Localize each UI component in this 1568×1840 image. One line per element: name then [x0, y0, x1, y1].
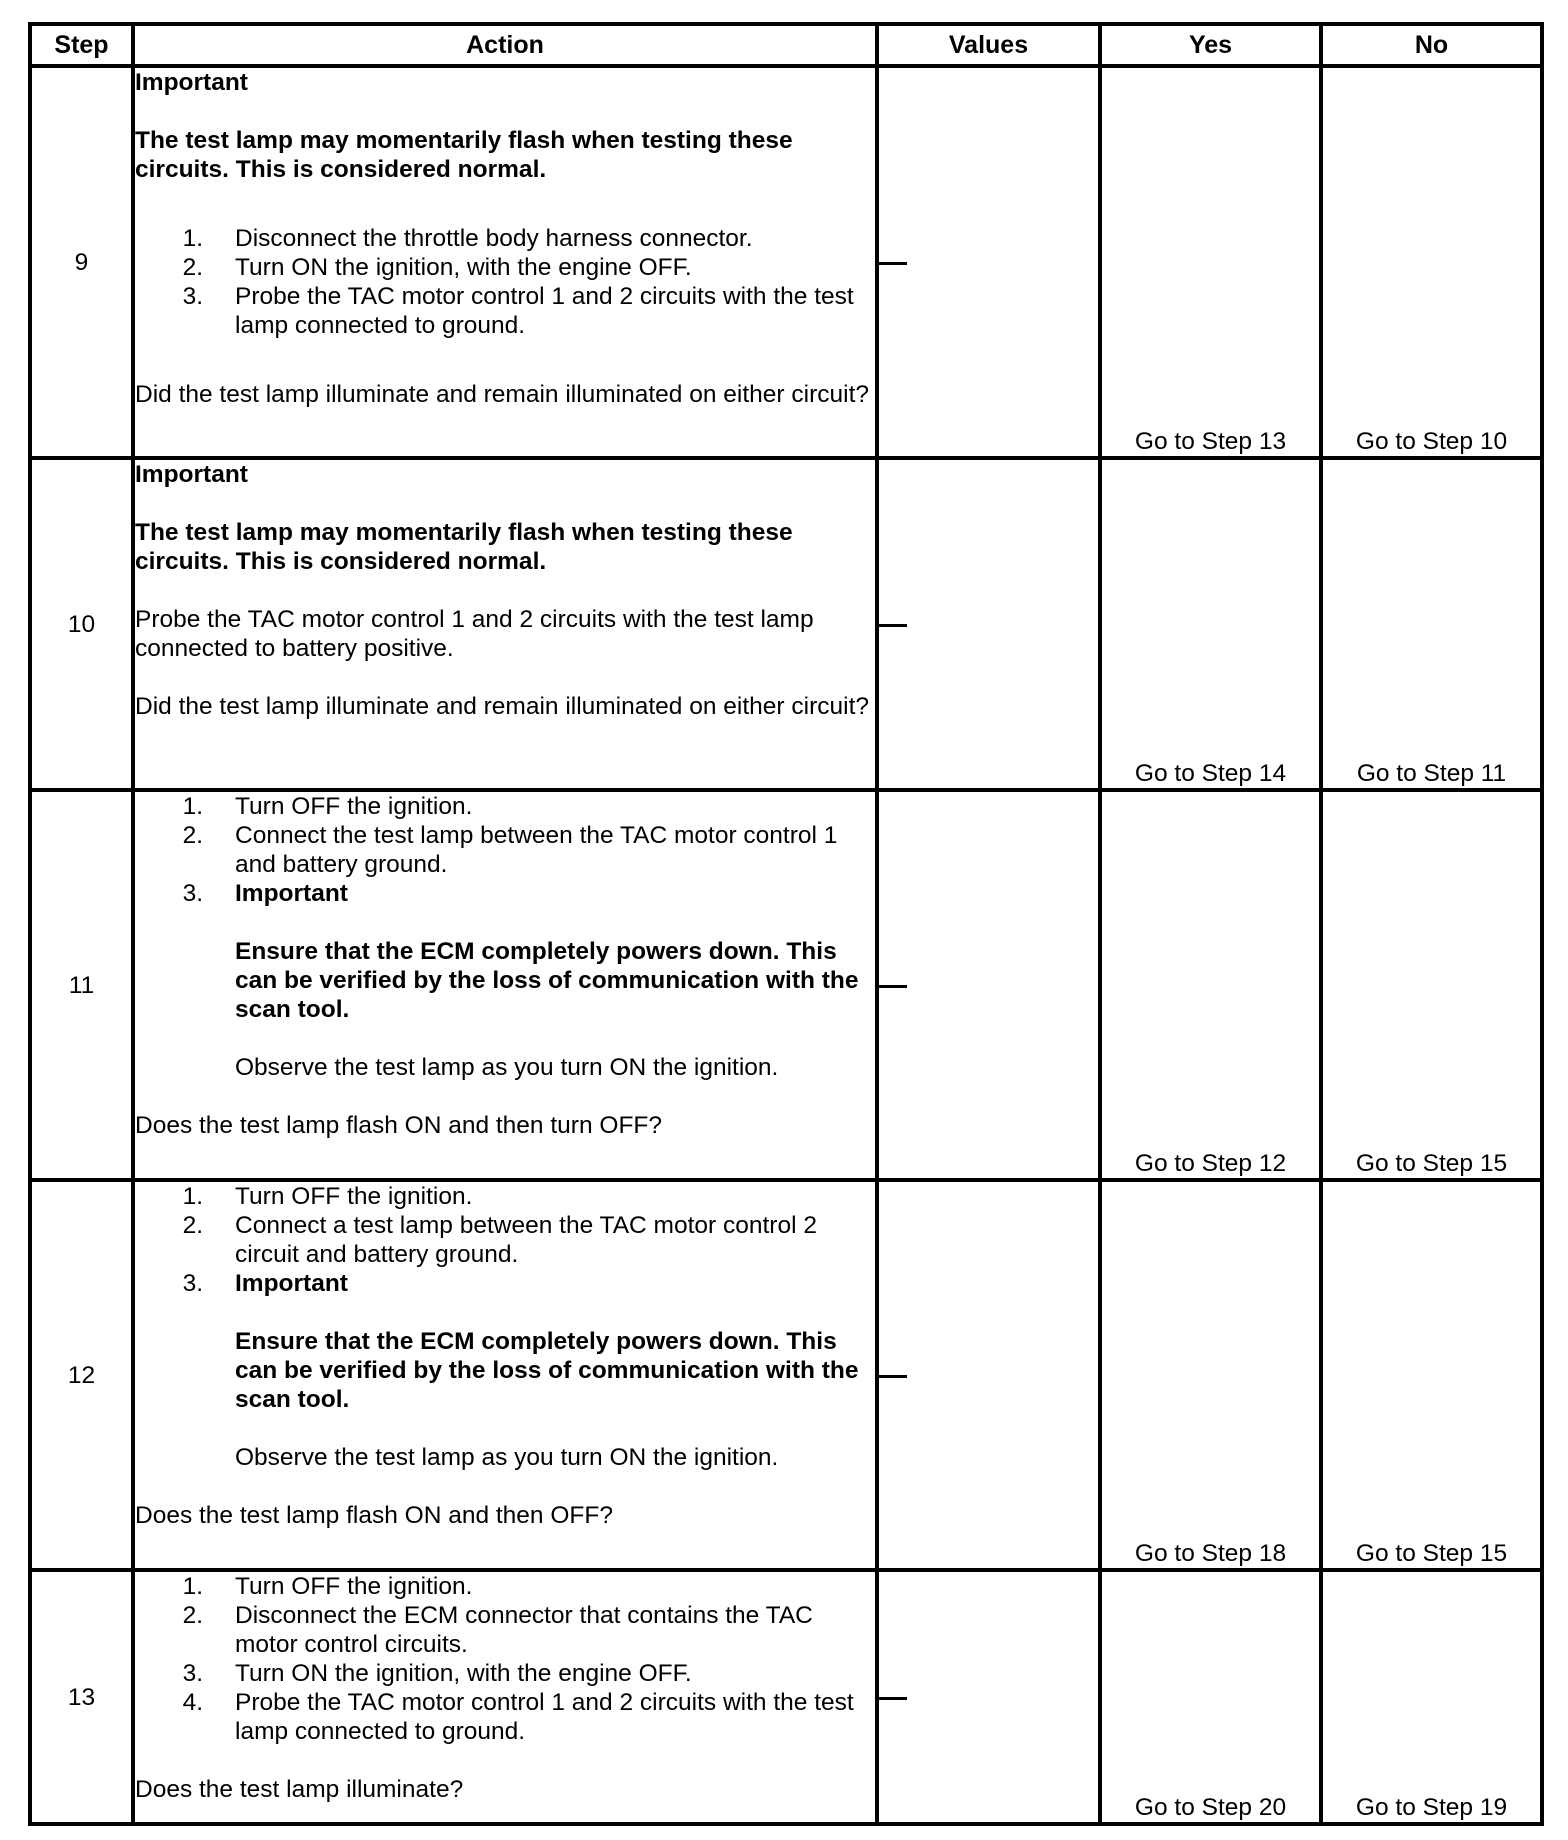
action-cell — [133, 1570, 877, 1824]
step-number: 11 — [30, 790, 133, 1180]
observe-text: Observe the test lamp as you turn ON the ignition. — [235, 1444, 779, 1471]
step-number: 10 — [30, 458, 133, 790]
table-row — [30, 1570, 1542, 1824]
list-item: 3. Probe the TAC motor control 1 and 2 circuits with the test lamp connected to ground. — [182, 283, 854, 339]
instruction-text: Probe the TAC motor control 1 and 2 circuits with the test lamp connected to battery positive. — [135, 606, 814, 662]
yes-cell: Go to Step 13 — [1100, 66, 1321, 458]
header-no: No — [1321, 24, 1542, 66]
yes-cell: Go to Step 14 — [1100, 458, 1321, 790]
observe-text: Observe the test lamp as you turn ON the ignition. — [235, 1054, 779, 1081]
values-cell — [877, 458, 1100, 790]
header-step: Step — [30, 24, 133, 66]
values-cell — [877, 790, 1100, 1180]
list-item: 4. Probe the TAC motor control 1 and 2 circuits with the test lamp connected to ground. — [182, 1689, 854, 1745]
step-number: 9 — [30, 66, 133, 458]
header-row — [30, 24, 1542, 66]
header-yes: Yes — [1100, 24, 1321, 66]
no-cell: Go to Step 15 — [1321, 1180, 1542, 1570]
em-dash — [879, 1697, 907, 1700]
important-text: Ensure that the ECM completely powers down. This can be verified by the loss of communication with the scan tool. — [235, 938, 859, 1023]
no-cell: Go to Step 11 — [1321, 458, 1542, 790]
values-cell — [877, 1570, 1100, 1824]
table-row — [30, 790, 1542, 1180]
yes-cell: Go to Step 18 — [1100, 1180, 1321, 1570]
yes-cell: Go to Step 20 — [1100, 1570, 1321, 1824]
list-item: 1. Turn OFF the ignition. — [182, 793, 473, 820]
no-cell: Go to Step 15 — [1321, 790, 1542, 1180]
important-text: The test lamp may momentarily flash when testing these circuits. This is considered normal. — [135, 127, 793, 183]
step-list — [135, 1572, 875, 1746]
question-text: Does the test lamp illuminate? — [135, 1776, 464, 1803]
list-item — [135, 1298, 875, 1472]
em-dash — [879, 624, 907, 627]
list-item: 1. Turn OFF the ignition. — [182, 1573, 473, 1600]
list-item: 2. Connect a test lamp between the TAC motor control 2 circuit and battery ground. — [182, 1212, 817, 1268]
step-list — [135, 1182, 875, 1472]
question-text: Did the test lamp illuminate and remain illuminated on either circuit? — [135, 381, 869, 408]
step-list — [135, 224, 875, 340]
list-item: 1. Disconnect the throttle body harness connector. — [182, 225, 753, 252]
table-row — [30, 66, 1542, 458]
no-cell: Go to Step 19 — [1321, 1570, 1542, 1824]
no-cell: Go to Step 10 — [1321, 66, 1542, 458]
list-item: 2. Turn ON the ignition, with the engine OFF. — [182, 254, 692, 281]
question-text: Did the test lamp illuminate and remain illuminated on either circuit? — [135, 693, 869, 720]
table-row — [30, 458, 1542, 790]
list-item: 2. Connect the test lamp between the TAC motor control 1 and battery ground. — [182, 822, 838, 878]
header-action: Action — [133, 24, 877, 66]
action-cell — [133, 1180, 877, 1570]
em-dash — [879, 985, 907, 988]
important-text: Ensure that the ECM completely powers down. This can be verified by the loss of communication with the scan tool. — [235, 1328, 859, 1413]
important-label: Important — [135, 69, 248, 96]
list-item: 3. Important — [182, 1270, 348, 1297]
yes-cell: Go to Step 12 — [1100, 790, 1321, 1180]
em-dash — [879, 1375, 907, 1378]
step-number: 12 — [30, 1180, 133, 1570]
diagnostic-table — [28, 22, 1544, 1826]
list-item: 3. Turn ON the ignition, with the engine OFF. — [182, 1660, 692, 1687]
list-item: 2. Disconnect the ECM connector that contains the TAC motor control circuits. — [182, 1602, 813, 1658]
action-cell — [133, 458, 877, 790]
em-dash — [879, 262, 907, 265]
action-cell — [133, 66, 877, 458]
important-text: The test lamp may momentarily flash when testing these circuits. This is considered normal. — [135, 519, 793, 575]
question-text: Does the test lamp flash ON and then OFF? — [135, 1502, 613, 1529]
values-cell — [877, 66, 1100, 458]
list-item: 3. Important — [182, 880, 348, 907]
list-item: 1. Turn OFF the ignition. — [182, 1183, 473, 1210]
table-row — [30, 1180, 1542, 1570]
important-label: Important — [135, 461, 248, 488]
step-number: 13 — [30, 1570, 133, 1824]
list-item — [135, 908, 875, 1082]
question-text: Does the test lamp flash ON and then turn OFF? — [135, 1112, 663, 1139]
values-cell — [877, 1180, 1100, 1570]
step-list — [135, 792, 875, 1082]
action-cell — [133, 790, 877, 1180]
header-values: Values — [877, 24, 1100, 66]
